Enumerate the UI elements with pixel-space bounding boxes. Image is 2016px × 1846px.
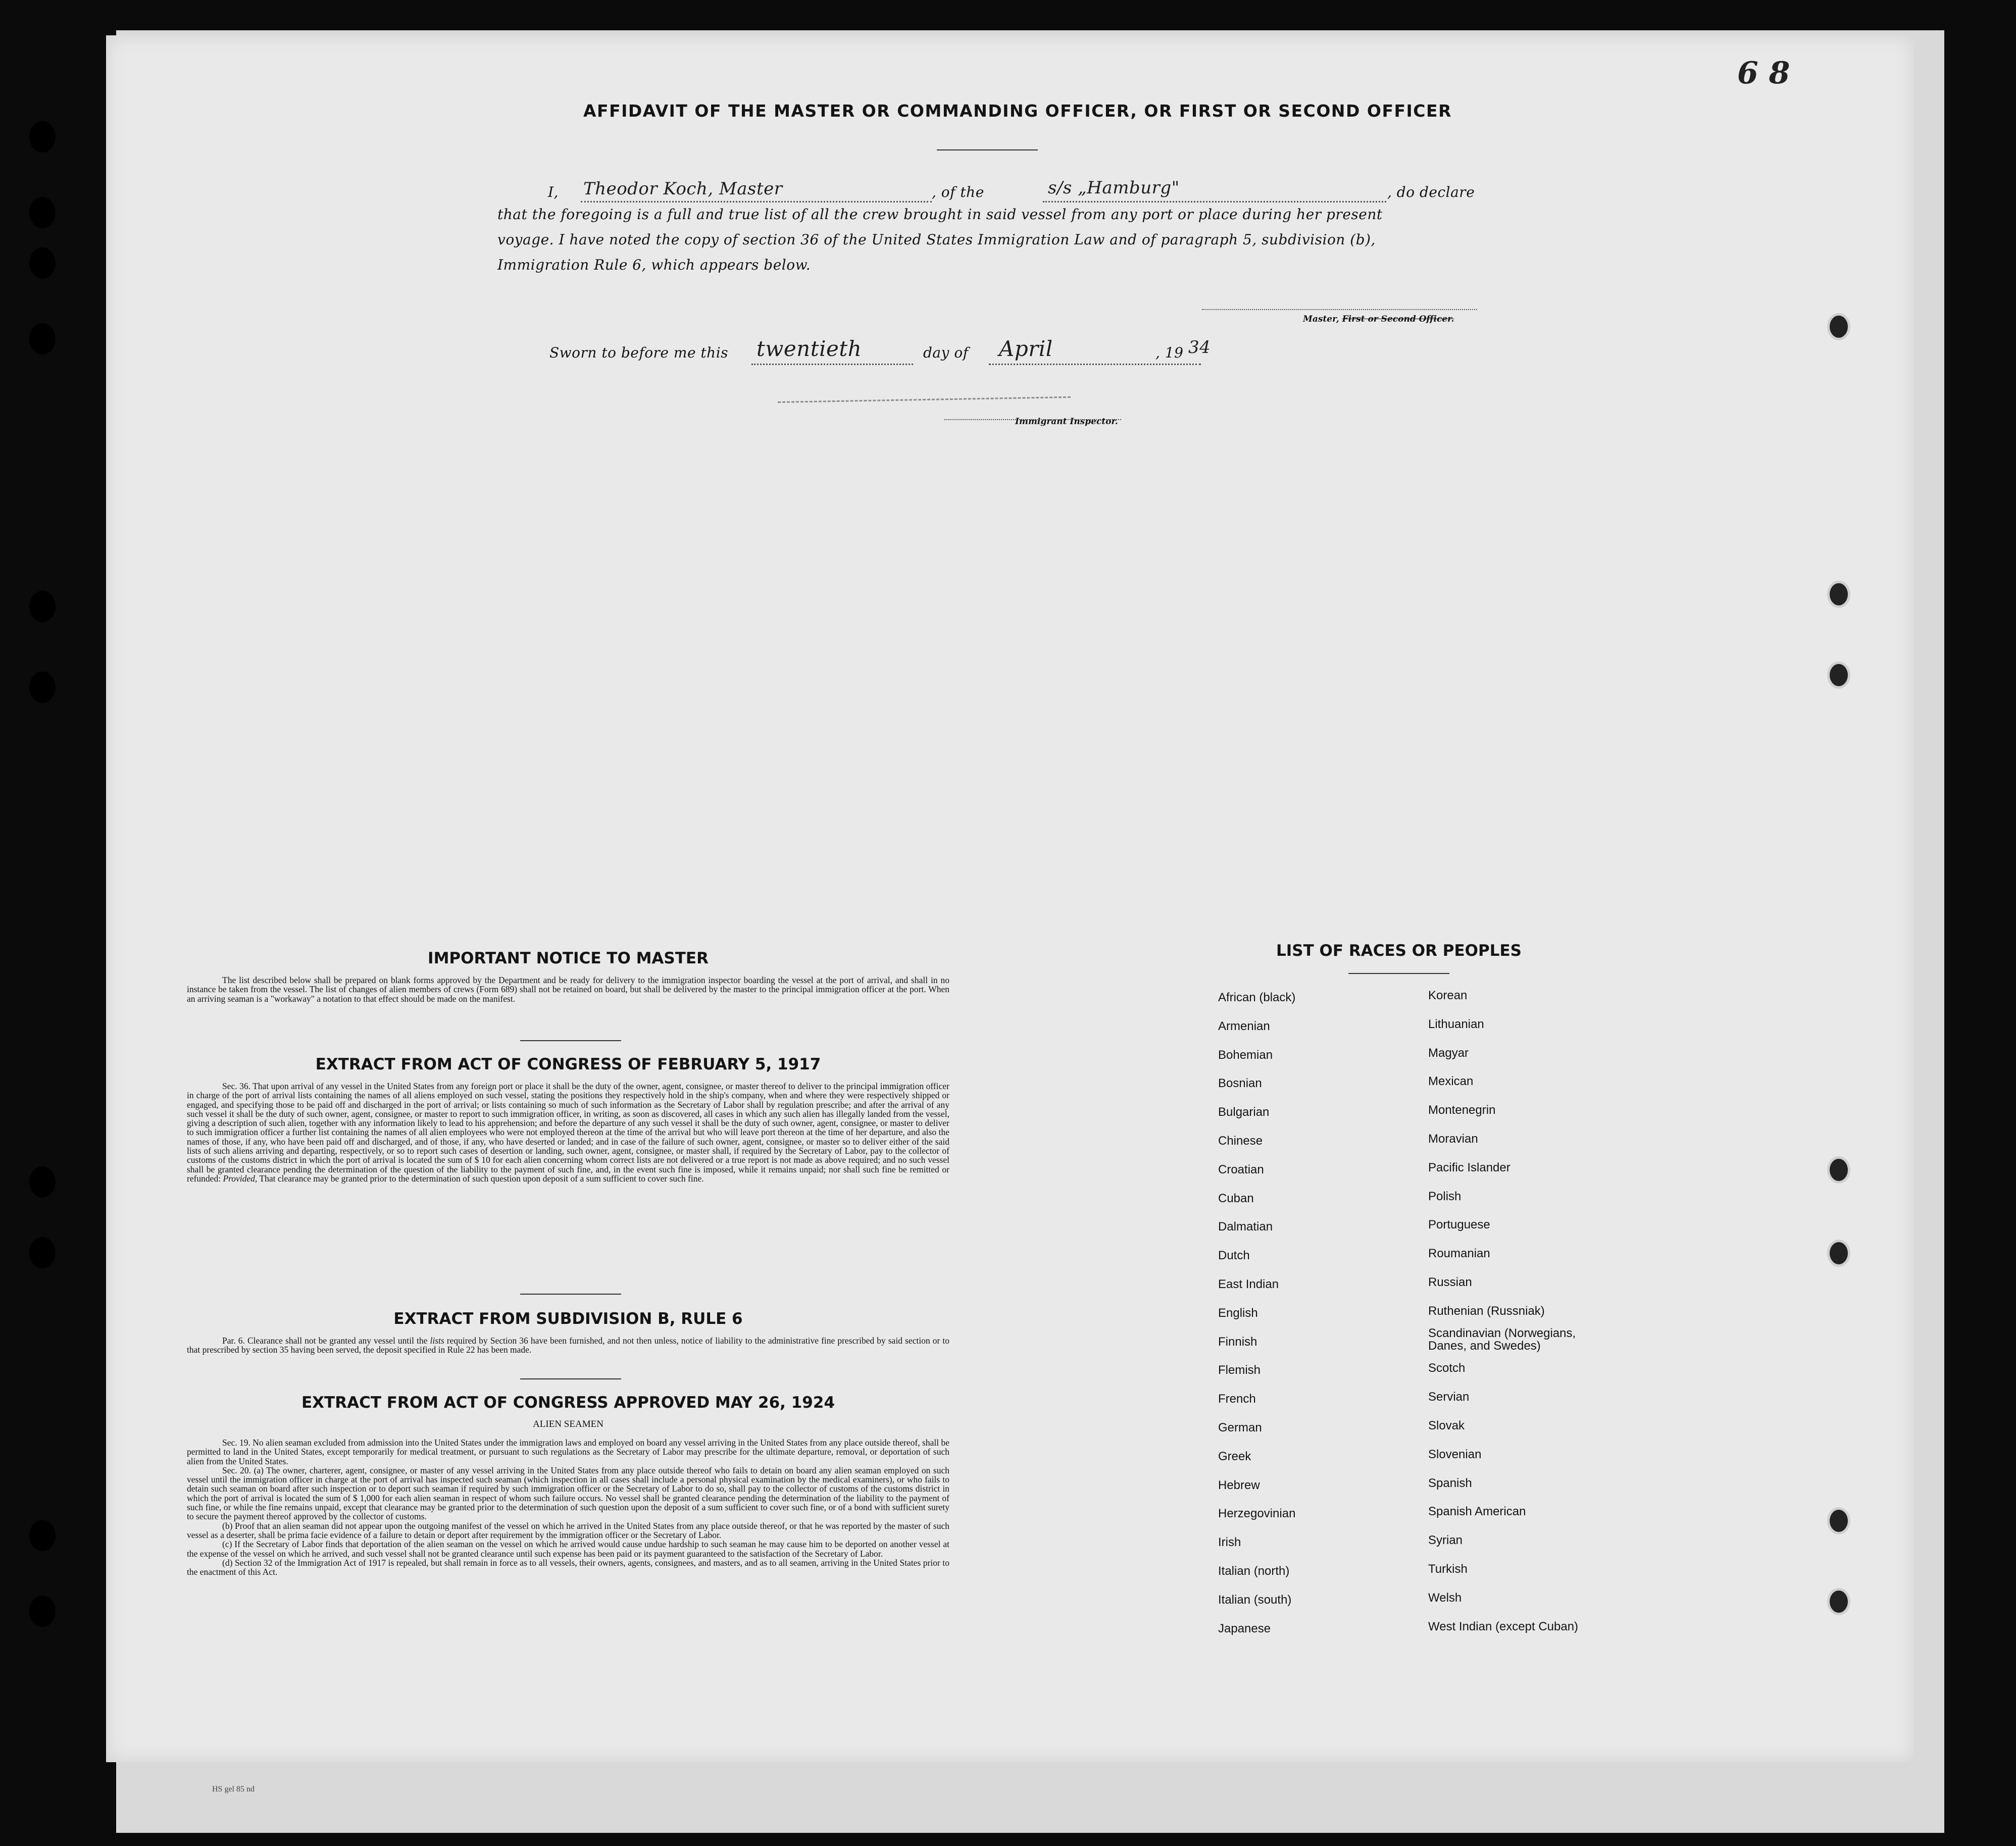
race-item: Italian (north) bbox=[1218, 1564, 1290, 1578]
master-name: Theodor Koch, Master bbox=[583, 179, 783, 199]
page-number-mark: 6 8 bbox=[1737, 56, 1790, 91]
race-item: Bohemian bbox=[1218, 1048, 1273, 1062]
notice-body: The list described below shall be prepared on blank forms approved by the Department and be ready for delivery to the immigration inspector boarding the vessel at the port of arrival, and shall in no instance be taken from the vessel. The list of changes of alien members of crews (Form 689) shall not be retained on board, but shall be delivered by the master to the principal immigration officer at the port. When an arriving seaman is a "workaway" a notation to that effect should be made on the manifest. bbox=[187, 975, 949, 1004]
race-item: Bulgarian bbox=[1218, 1105, 1270, 1119]
race-item: Spanish bbox=[1428, 1476, 1472, 1490]
race-item: Spanish American bbox=[1428, 1505, 1526, 1519]
lists-word: lists bbox=[430, 1336, 444, 1346]
race-item: Lithuanian bbox=[1428, 1017, 1484, 1031]
binder-hole bbox=[29, 247, 56, 279]
race-item: Scotch bbox=[1428, 1361, 1466, 1375]
act-1924-paragraph: Sec. 19. No alien seaman excluded from admission into the United States under the immigration laws and employed on board any vessel arriving in the United States from any place outside thereof, shall be permitted to land in the United States, except temporarily for medical treatment, or pursuant to such regulations as the Secretary of Labor may prescribe for the ultimate departure, removal, or deportation of such alien from the United States. bbox=[187, 1438, 949, 1466]
race-item: Korean bbox=[1428, 989, 1468, 1002]
binder-hole bbox=[29, 1237, 56, 1268]
binder-hole bbox=[1827, 1588, 1850, 1615]
act-1924-paragraph: (d) Section 32 of the Immigration Act of 1917 is repealed, but shall remain in force as to all vessels, their owners, agents, consignees, and masters, and as to all seamen, arriving in the United States prior to the enactment of this Act. bbox=[187, 1557, 949, 1577]
inspector-caption: Immigrant Inspector. bbox=[1015, 417, 1118, 427]
affidavit-line-3: voyage. I have noted the copy of section 36 of the United States Immigration Law and of paragraph 5, subdivision (b), bbox=[497, 231, 1376, 248]
race-item: French bbox=[1218, 1392, 1256, 1406]
races-title: LIST OF RACES OR PEOPLES bbox=[1276, 942, 1522, 960]
sworn-line bbox=[549, 338, 1256, 369]
race-item: Slovenian bbox=[1428, 1447, 1482, 1461]
affidavit-line-4: Immigration Rule 6, which appears below. bbox=[497, 257, 811, 273]
do-declare-text: , do declare bbox=[1387, 184, 1475, 200]
extract-1917-title: EXTRACT FROM ACT OF CONGRESS OF FEBRUARY 5, 1917 bbox=[315, 1055, 821, 1073]
affidavit-line-1 bbox=[497, 178, 1482, 206]
affidavit-title: AFFIDAVIT OF THE MASTER OR COMMANDING OFFICER, OR FIRST OR SECOND OFFICER bbox=[583, 101, 1452, 121]
year-suffix: 34 bbox=[1188, 337, 1211, 357]
divider bbox=[520, 1378, 621, 1379]
binder-hole bbox=[1827, 661, 1850, 689]
race-item: Mexican bbox=[1428, 1074, 1474, 1089]
act-1924-text bbox=[187, 1438, 949, 1576]
dotted-line bbox=[751, 364, 913, 365]
act-1924-paragraph: Sec. 20. (a) The owner, charterer, agent, consignee, or master of any vessel arriving in the United States from any place outside thereof who fails to detain on board any alien seaman employed on such vessel until the immigration officer in charge at the port of arrival has inspected such seaman (which inspection in all cases shall include a personal physical examination by the medical examiners), or who fails to detain such seaman on board after such inspection or to deport such seaman if required by such immigration officer or the Secretary of Labor to do so, shall pay to the collector of customs of the customs district in which the port of arrival is located the sum of $ 1,000 for each alien seaman in respect of whom such failure occurs. No vessel shall be granted clearance pending the determination of the liability to the payment of such fine, or while the fine remains unpaid, except that clearance may be granted prior to the determination of such question upon the deposit of a sum sufficient to cover such fine, or of a bond with sufficient surety to secure the payment thereof approved by the collector of customs. bbox=[187, 1465, 949, 1522]
race-item: Ruthenian (Russniak) bbox=[1428, 1304, 1545, 1318]
provided-word: Provided, bbox=[223, 1173, 258, 1184]
race-item: Dalmatian bbox=[1218, 1220, 1273, 1234]
race-item: Chinese bbox=[1218, 1134, 1263, 1148]
vessel-name: s/s „Hamburg" bbox=[1048, 178, 1180, 198]
binder-hole bbox=[29, 121, 56, 152]
sworn-day: twentieth bbox=[757, 336, 862, 361]
race-item: Japanese bbox=[1218, 1621, 1271, 1635]
act-1924-title: EXTRACT FROM ACT OF CONGRESS APPROVED MAY 26, 1924 bbox=[301, 1394, 835, 1412]
race-item: English bbox=[1218, 1306, 1258, 1320]
race-item: Moravian bbox=[1428, 1132, 1478, 1146]
race-item: Roumanian bbox=[1428, 1247, 1490, 1261]
binder-hole bbox=[1827, 1156, 1850, 1184]
race-item: Slovak bbox=[1428, 1419, 1465, 1432]
subdivision-b-title: EXTRACT FROM SUBDIVISION B, RULE 6 bbox=[393, 1310, 743, 1328]
notice-title: IMPORTANT NOTICE TO MASTER bbox=[428, 949, 709, 967]
race-item: German bbox=[1218, 1421, 1262, 1434]
race-item: Scandinavian (Norwegians, Danes, and Swedes) bbox=[1428, 1326, 1576, 1353]
binder-hole bbox=[29, 591, 56, 622]
divider bbox=[520, 1040, 621, 1041]
race-item: West Indian (except Cuban) bbox=[1428, 1619, 1579, 1633]
divider bbox=[520, 1294, 621, 1295]
struck-officer-text: First or Second Officer. bbox=[1342, 314, 1454, 324]
race-item: Bosnian bbox=[1218, 1076, 1262, 1091]
sworn-month: April bbox=[999, 336, 1053, 361]
binder-hole bbox=[29, 1596, 56, 1627]
race-item: African (black) bbox=[1218, 991, 1296, 1004]
extract-1917-body: Sec. 36. That upon arrival of any vessel in the United States from any foreign port or place it shall be the duty of the owner, agent, consignee, or master thereof to deliver to the principal immigration officer in charge of the port of arrival lists containing the names of all aliens employed on such vessel, stating the positions they respectively hold in the ship's company, when and where they were respectively shipped or engaged, and specifying those to be paid off and discharged in the port of arrival; or lists containing so much of such information as the Secretary of Labor shall by regulation prescribe; and after the arrival of any such vessel it shall be the duty of such owner, agent, consignee, or master to report to such immigration officer, in writing, as soon as discovered, all cases in which any such alien has illegally landed from the vessel, giving a description of such alien, together with any information likely to lead to his apprehension; and before the departure of any such vessel it shall be the duty of such owner, agent, consignee, or master to deliver to such immigration officer a further list containing the names of all alien employees who were not employed thereon at the time of the arrival but who will leave port thereon at the time of her departure, and also the names of those, if any, who have been paid off and discharged, and of those, if any, who have deserted or landed; and in case of the failure of such owner, agent, consignee, or master so to deliver either of the said lists of such aliens arriving and departing, respectively, or so to report such cases of desertion or landing, such owner, agent, consignee, or master shall, if required by the Secretary of Labor, pay to the collector of customs of the customs district in which the port of arrival is located the sum of $ 10 for each alien concerning whom correct lists are not delivered or a true report is not made as above required; and no such vessel shall be granted clearance pending the determination of the question of the liability to the payment of such fine, and, in the event such fine is imposed, while it remains unpaid; nor shall such fine be remitted or refunded: Provided, That clearance may be granted prior to the determination of such question upon deposit of a sum sufficient to cover such fine. bbox=[187, 1081, 949, 1184]
dotted-line bbox=[1043, 201, 1386, 202]
binder-hole bbox=[29, 1166, 56, 1198]
race-item: Cuban bbox=[1218, 1191, 1254, 1205]
act-1924-subtitle: ALIEN SEAMEN bbox=[533, 1419, 603, 1429]
form-code: HS gel 85 nd bbox=[212, 1785, 255, 1793]
binder-hole bbox=[1827, 1507, 1850, 1534]
subdivision-b-body: Par. 6. Clearance shall not be granted any vessel until the lists required by Section 36 have been furnished, and not then unless, notice of liability to the administrative fine prescribed by said section or to that prescribed by section 35 having been served, the deposit specified in Rule 22 has been made. bbox=[187, 1336, 950, 1355]
binder-hole bbox=[1827, 313, 1850, 340]
race-item: Croatian bbox=[1218, 1162, 1264, 1176]
race-item: Russian bbox=[1428, 1275, 1472, 1289]
race-item: Welsh bbox=[1428, 1591, 1462, 1605]
race-item: Italian (south) bbox=[1218, 1593, 1292, 1607]
divider bbox=[937, 149, 1038, 150]
race-item: East Indian bbox=[1218, 1277, 1279, 1291]
dotted-line bbox=[581, 201, 932, 202]
year-prefix: , 19 bbox=[1155, 344, 1184, 361]
race-item: Greek bbox=[1218, 1449, 1251, 1463]
race-item: Montenegrin bbox=[1428, 1103, 1496, 1117]
binder-hole bbox=[1827, 1240, 1850, 1267]
master-signature-line bbox=[1202, 309, 1477, 310]
race-item: Armenian bbox=[1218, 1019, 1270, 1033]
binder-hole bbox=[29, 197, 56, 228]
race-item: Pacific Islander bbox=[1428, 1160, 1510, 1174]
day-of-text: day of bbox=[923, 344, 969, 361]
divider bbox=[1348, 973, 1449, 974]
race-item: Hebrew bbox=[1218, 1478, 1260, 1492]
affidavit-i: I, bbox=[548, 184, 559, 200]
race-item: Servian bbox=[1428, 1390, 1470, 1404]
race-item: Irish bbox=[1218, 1535, 1241, 1550]
dotted-line bbox=[989, 364, 1201, 365]
race-item: Syrian bbox=[1428, 1533, 1463, 1548]
race-item: Magyar bbox=[1428, 1046, 1469, 1060]
race-item: Flemish bbox=[1218, 1363, 1261, 1377]
of-the-text: , of the bbox=[932, 184, 984, 200]
race-item: Polish bbox=[1428, 1189, 1461, 1203]
race-item: Finnish bbox=[1218, 1335, 1257, 1349]
act-1924-paragraph: (c) If the Secretary of Labor finds that deportation of the alien seaman on the vessel on which he arrived would cause undue hardship to such seaman he may cause him to be deported on another vessel at the expense of the vessel on which he arrived, and such vessel shall not be granted clearance until such expense has been paid or its payment guaranteed to the satisfaction of the Secretary of Labor. bbox=[187, 1539, 949, 1559]
master-signature-caption: Master, First or Second Officer. bbox=[1303, 314, 1454, 324]
act-1924-paragraph: (b) Proof that an alien seaman did not appear upon the outgoing manifest of the vessel on which he arrived in the United States from any place outside thereof, or that he was reported by the master of such vessel as a deserter, shall be prima facie evidence of a failure to detain or deport after requirement by the immigration officer or the Secretary of Labor. bbox=[187, 1520, 949, 1540]
race-item: Portuguese bbox=[1428, 1218, 1490, 1232]
race-item: Turkish bbox=[1428, 1562, 1468, 1576]
affidavit-line-2: that the foregoing is a full and true list of all the crew brought in said vessel from any port or place during her present bbox=[497, 206, 1383, 223]
race-item: Herzegovinian bbox=[1218, 1507, 1296, 1521]
race-item: Dutch bbox=[1218, 1249, 1250, 1263]
binder-hole bbox=[29, 672, 56, 703]
binder-hole bbox=[29, 1520, 56, 1551]
binder-hole bbox=[29, 323, 56, 354]
binder-hole bbox=[1827, 581, 1850, 608]
sworn-prefix: Sworn to before me this bbox=[549, 344, 729, 361]
